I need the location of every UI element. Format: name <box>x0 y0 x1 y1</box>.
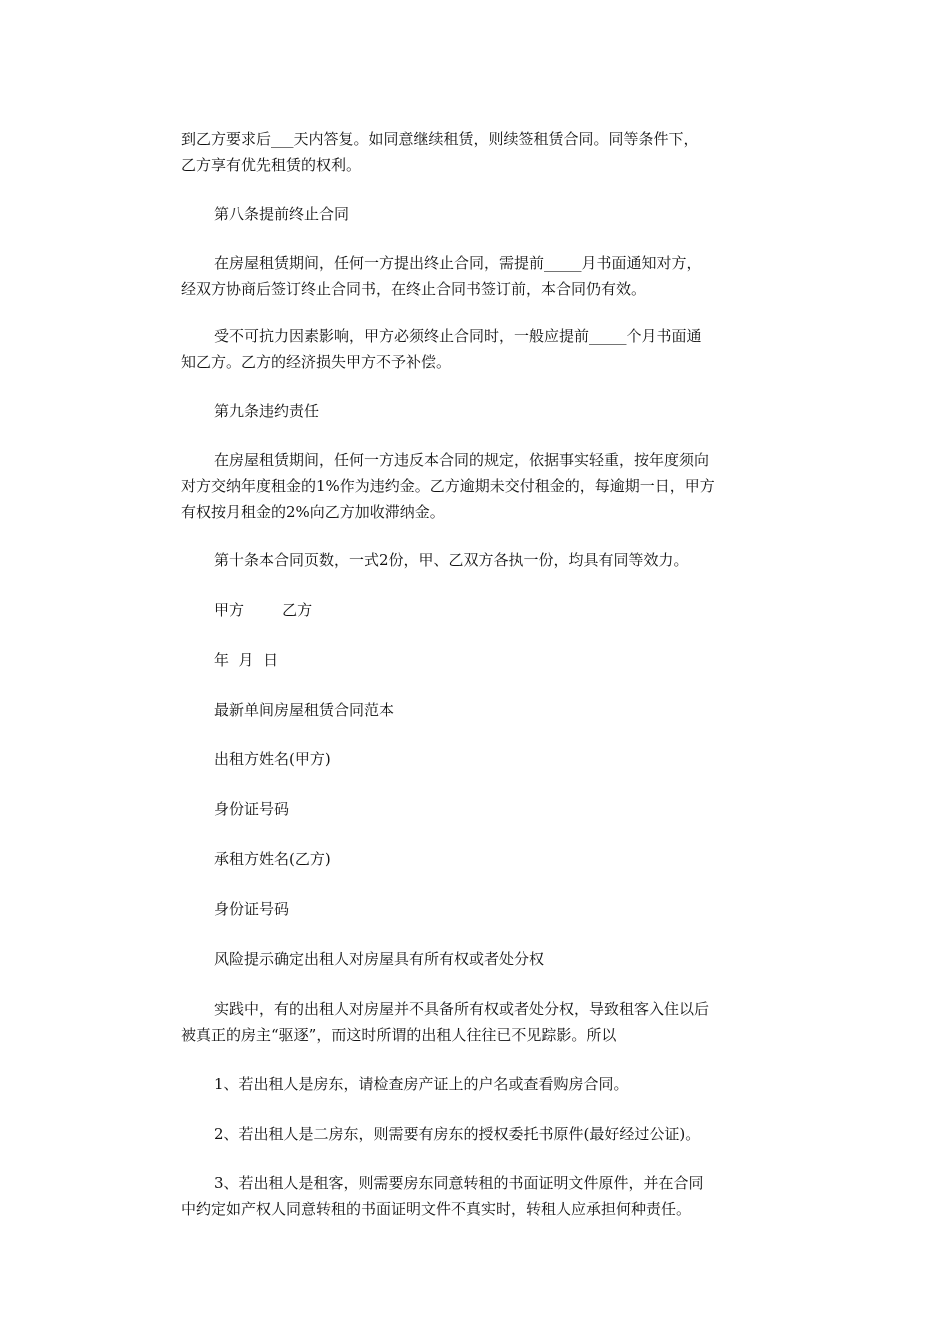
heading-article-8 <box>181 201 773 227</box>
text-line: 到乙方要求后___天内答复。如同意继续租赁，则续签租赁合同。同等条件下， <box>181 130 699 148</box>
text-line: 经双方协商后签订终止合同书，在终止合同书签订前，本合同仍有效。 <box>181 280 647 298</box>
text-line: 乙方享有优先租赁的权利。 <box>181 156 362 174</box>
text-line: 在房屋租赁期间，任何一方提出终止合同，需提前_____月书面通知对方， <box>214 254 702 272</box>
paragraph-force-majeure <box>181 323 773 375</box>
text-line: 最新单间房屋租赁合同范本 <box>214 701 395 719</box>
list-item-3 <box>181 1170 773 1222</box>
paragraph-article-10 <box>181 547 773 573</box>
text-line: 知乙方。乙方的经济损失甲方不予补偿。 <box>181 353 452 371</box>
signature-parties <box>181 597 773 623</box>
text-line: 甲方 乙方 <box>214 601 313 619</box>
paragraph-breach-liability <box>181 447 773 525</box>
paragraph-renewal-reply <box>181 126 773 178</box>
text-line: 第八条提前终止合同 <box>214 205 350 223</box>
text-line: 有权按月租金的2%向乙方加收滞纳金。 <box>181 503 445 521</box>
text-line: 在房屋租赁期间，任何一方违反本合同的规定，依据事实轻重，按年度须向 <box>214 451 710 469</box>
text-line: 风险提示确定出租人对房屋具有所有权或者处分权 <box>214 950 545 968</box>
list-item-1 <box>181 1071 773 1097</box>
text-line: 出租方姓名(甲方) <box>214 750 331 768</box>
paragraph-early-termination <box>181 250 773 302</box>
text-line: 被真正的房主“驱逐”，而这时所谓的出租人往往已不见踪影。所以 <box>181 1026 617 1044</box>
text-line: 中约定如产权人同意转租的书面证明文件不真实时，转租人应承担何种责任。 <box>181 1200 692 1218</box>
text-line: 第十条本合同页数，一式2份，甲、乙双方各执一份，均具有同等效力。 <box>214 551 689 569</box>
section-title-template <box>181 697 773 723</box>
field-lessor-name <box>181 746 773 772</box>
text-line: 对方交纳年度租金的1%作为违约金。乙方逾期未交付租金的，每逾期一日，甲方 <box>181 477 715 495</box>
text-line: 1、若出租人是房东，请检查房产证上的户名或查看购房合同。 <box>214 1075 629 1093</box>
heading-risk-warning <box>181 946 773 972</box>
field-lessee-id <box>181 896 773 922</box>
text-line: 受不可抗力因素影响，甲方必须终止合同时，一般应提前_____个月书面通 <box>214 327 702 345</box>
signature-date <box>181 647 773 673</box>
paragraph-practice <box>181 996 773 1048</box>
list-item-2 <box>181 1121 773 1147</box>
field-lessee-name <box>181 846 773 872</box>
text-line: 3、若出租人是租客，则需要房东同意转租的书面证明文件原件，并在合同 <box>214 1174 704 1192</box>
text-line: 年 月 日 <box>214 651 279 669</box>
text-line: 2、若出租人是二房东，则需要有房东的授权委托书原件(最好经过公证)。 <box>214 1125 701 1143</box>
heading-article-9 <box>181 398 773 424</box>
text-line: 身份证号码 <box>214 800 290 818</box>
text-line: 身份证号码 <box>214 900 290 918</box>
field-lessor-id <box>181 796 773 822</box>
text-line: 承租方姓名(乙方) <box>214 850 331 868</box>
text-line: 第九条违约责任 <box>214 402 320 420</box>
text-line: 实践中，有的出租人对房屋并不具备所有权或者处分权，导致租客入住以后 <box>214 1000 710 1018</box>
